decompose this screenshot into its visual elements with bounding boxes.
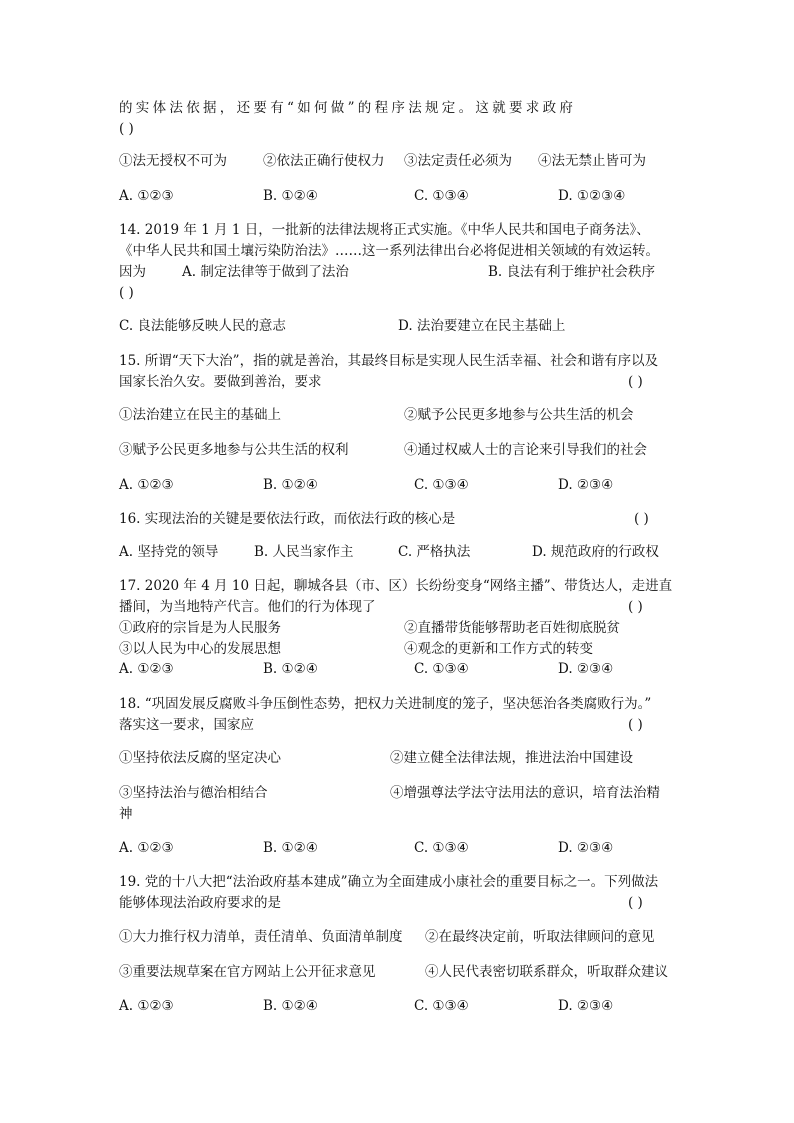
q18-option-b: B. ①②④ — [263, 840, 318, 856]
q17-stem-line-2: 播间，为当地特产代言。他们的行为体现了 — [119, 599, 376, 615]
q13-option-a: A. ①②③ — [119, 188, 174, 204]
q14-answer-paren: ( ) — [119, 285, 134, 301]
q14-option-a: A. 制定法律等于做到了法治 — [182, 264, 349, 280]
q18-option-c: C. ①③④ — [414, 840, 469, 856]
q17-option-b: B. ①②④ — [263, 661, 318, 677]
q19-option-a: A. ①②③ — [119, 998, 174, 1014]
q13-option-c: C. ①③④ — [414, 188, 469, 204]
q13-text: 的实体法依据，还要有“如何做”的程序法规定。这就要求政府 — [119, 100, 577, 116]
q15-answer-paren: ( ) — [628, 374, 643, 390]
q14-stem-line-3: 因为 — [119, 264, 146, 280]
q15-option-b: B. ①②④ — [263, 477, 318, 493]
q13-item-4: ④法无禁止皆可为 — [538, 153, 646, 169]
q15-stem-line-2: 国家长治久安。要做到善治，要求 — [119, 374, 322, 390]
q16-option-a: A. 坚持党的领导 — [119, 544, 219, 560]
q18-option-d: D. ②③④ — [558, 840, 614, 856]
q17-option-a: A. ①②③ — [119, 661, 174, 677]
q16-option-b: B. 人民当家作主 — [254, 544, 354, 560]
q13-item-1: ①法无授权不可为 — [119, 153, 227, 169]
q18-item-1: ①坚持依法反腐的坚定决心 — [119, 750, 281, 766]
q13-option-b: B. ①②④ — [263, 188, 318, 204]
q18-item-2: ②建立健全法律法规，推进法治中国建设 — [390, 750, 633, 766]
q13-option-d: D. ①②③④ — [558, 188, 626, 204]
q16-stem: 16. 实现法治的关键是要依法行政，而依法行政的核心是 — [119, 511, 456, 527]
q19-stem-line-1: 19. 党的十八大把“法治政府基本建成”确立为全面建成小康社会的重要目标之一。下列做法 — [119, 874, 659, 890]
q15-option-a: A. ①②③ — [119, 477, 174, 493]
q18-stem-line-2: 落实这一要求，国家应 — [119, 717, 254, 733]
q19-option-d: D. ②③④ — [558, 998, 614, 1014]
q18-stem-line-1: 18. “巩固发展反腐败斗争压倒性态势，把权力关进制度的笼子，坚决惩治各类腐败行为。” — [119, 696, 652, 712]
q16-option-c: C. 严格执法 — [398, 544, 471, 560]
q14-option-d: D. 法治要建立在民主基础上 — [398, 318, 566, 334]
q17-item-4: ④观念的更新和工作方式的转变 — [404, 641, 593, 657]
q15-item-4: ④通过权威人士的言论来引导我们的社会 — [404, 442, 647, 458]
q19-item-4: ④人民代表密切联系群众，听取群众建议 — [425, 964, 668, 980]
q19-answer-paren: ( ) — [628, 895, 643, 911]
q17-stem-line-1: 17. 2020 年 4 月 10 日起，聊城各县（市、区）长纷纷变身“网络主播”、带货达人，走进直 — [119, 578, 673, 594]
q19-option-b: B. ①②④ — [263, 998, 318, 1014]
q13-item-2: ②依法正确行使权力 — [263, 153, 385, 169]
q18-item-4-wrap: 神 — [119, 806, 133, 822]
q14-option-c: C. 良法能够反映人民的意志 — [119, 318, 286, 334]
q17-item-3: ③以人民为中心的发展思想 — [119, 641, 281, 657]
q19-stem-line-2: 能够体现法治政府要求的是 — [119, 895, 281, 911]
q19-item-1: ①大力推行权力清单，责任清单、负面清单制度 — [119, 929, 403, 945]
q15-option-d: D. ②③④ — [558, 477, 614, 493]
q13-answer-paren: ( ) — [119, 121, 134, 137]
q17-answer-paren: ( ) — [628, 599, 643, 615]
q18-answer-paren: ( ) — [628, 717, 643, 733]
q17-item-1: ①政府的宗旨是为人民服务 — [119, 620, 281, 636]
q15-stem-line-1: 15. 所谓“天下大治”，指的就是善治，其最终目标是实现人民生活幸福、社会和谐有序以及 — [119, 353, 659, 369]
q15-item-1: ①法治建立在民主的基础上 — [119, 407, 281, 423]
q15-option-c: C. ①③④ — [414, 477, 469, 493]
q19-item-3: ③重要法规草案在官方网站上公开征求意见 — [119, 964, 376, 980]
q18-option-a: A. ①②③ — [119, 840, 174, 856]
q14-stem-line-1: 14. 2019 年 1 月 1 日，一批新的法律法规将正式实施。《中华人民共和国电子商务法》、 — [119, 222, 650, 238]
q16-option-d: D. 规范政府的行政权 — [532, 544, 659, 560]
q18-item-3: ③坚持法治与德治相结合 — [119, 785, 268, 801]
q13-item-3: ③法定责任必须为 — [404, 153, 512, 169]
q15-item-2: ②赋予公民更多地参与公共生活的机会 — [404, 407, 634, 423]
q14-stem-line-2: 《中华人民共和国土壤污染防治法》……这一系列法律出台必将促进相关领域的有效运转。 — [119, 243, 659, 259]
q18-item-4: ④增强尊法学法守法用法的意识，培育法治精 — [390, 785, 660, 801]
q14-option-b: B. 良法有利于维护社会秩序 — [488, 264, 656, 280]
q19-item-2: ②在最终决定前，听取法律顾问的意见 — [425, 929, 655, 945]
q15-item-3: ③赋予公民更多地参与公共生活的权利 — [119, 442, 349, 458]
q16-answer-paren: ( ) — [634, 511, 649, 527]
q17-item-2: ②直播带货能够帮助老百姓彻底脱贫 — [404, 620, 620, 636]
q17-option-c: C. ①③④ — [414, 661, 469, 677]
q19-option-c: C. ①③④ — [414, 998, 469, 1014]
q17-option-d: D. ②③④ — [558, 661, 614, 677]
